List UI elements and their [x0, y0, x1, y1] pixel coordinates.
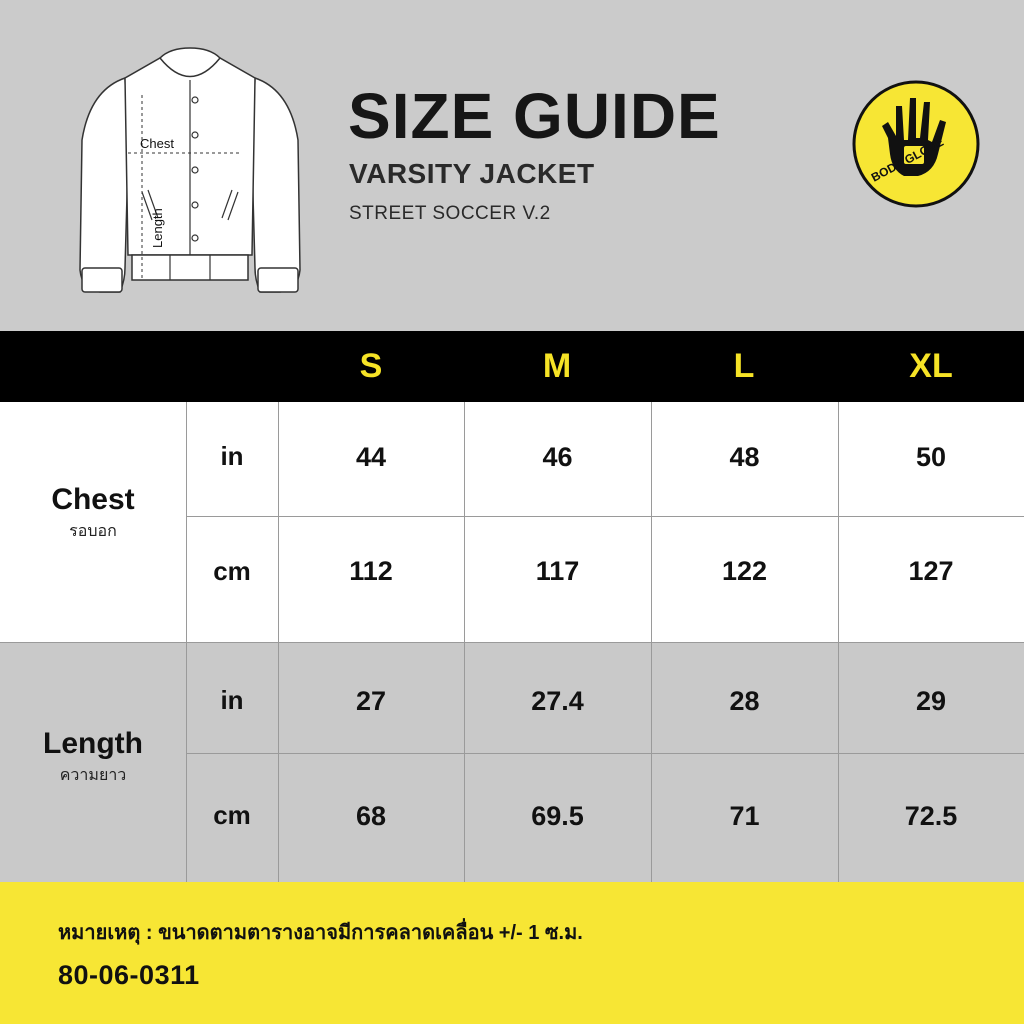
chest-cm-s: 112 [349, 556, 393, 586]
length-cm-unit: cm [213, 800, 251, 830]
length-row-label [0, 727, 186, 788]
length-in-l: 28 [729, 686, 760, 716]
size-xl-label: XL [909, 347, 953, 385]
length-label-thai: ความยาว [59, 767, 127, 784]
grid-line [186, 753, 1024, 754]
length-cm-l: 71 [729, 801, 760, 831]
brand-logo [852, 80, 980, 208]
logo-text: BODY GLOVE [868, 134, 946, 185]
length-label: Length [43, 727, 143, 760]
length-cm-s: 68 [355, 801, 387, 831]
length-cm-xl: 72.5 [904, 801, 958, 831]
length-in-m: 27.4 [531, 686, 584, 716]
chest-label: Chest [51, 483, 135, 516]
page-title: SIZE GUIDE [348, 80, 721, 152]
size-s-label: S [359, 347, 383, 385]
product-code: 80-06-0311 [58, 960, 200, 990]
header-area [0, 0, 1024, 331]
product-model: STREET SOCCER V.2 [349, 203, 551, 224]
length-in-unit: in [220, 685, 244, 715]
chest-in-xl: 50 [915, 442, 947, 472]
chest-in-s: 44 [355, 442, 387, 472]
chest-cm-unit: cm [213, 556, 251, 586]
size-m-label: M [542, 347, 572, 385]
chest-row-label [0, 483, 186, 544]
chest-cm-l: 122 [721, 556, 768, 586]
diagram-length-label: Length [150, 208, 165, 248]
chest-label-thai: รอบอก [69, 523, 117, 540]
chest-cm-m: 117 [535, 556, 580, 586]
length-in-s: 27 [355, 686, 387, 716]
footer-note: หมายเหตุ : ขนาดตามตารางอาจมีการคลาดเคลื่อน +/- 1 ซ.ม. [58, 922, 583, 944]
chest-cm-xl: 127 [908, 556, 954, 586]
grid-line [186, 516, 1024, 517]
size-l-label: L [733, 347, 755, 385]
product-subtitle: VARSITY JACKET [349, 158, 595, 189]
chest-in-m: 46 [542, 442, 573, 472]
size-header-row [0, 331, 1024, 402]
grid-line [0, 642, 1024, 643]
length-cm-m: 69.5 [531, 801, 584, 831]
length-in-xl: 29 [915, 686, 947, 716]
diagram-chest-label: Chest [140, 136, 174, 151]
footer-bar [0, 882, 1024, 1024]
chest-in-l: 48 [729, 442, 760, 472]
jacket-diagram [70, 40, 310, 310]
chest-in-unit: in [220, 441, 244, 471]
